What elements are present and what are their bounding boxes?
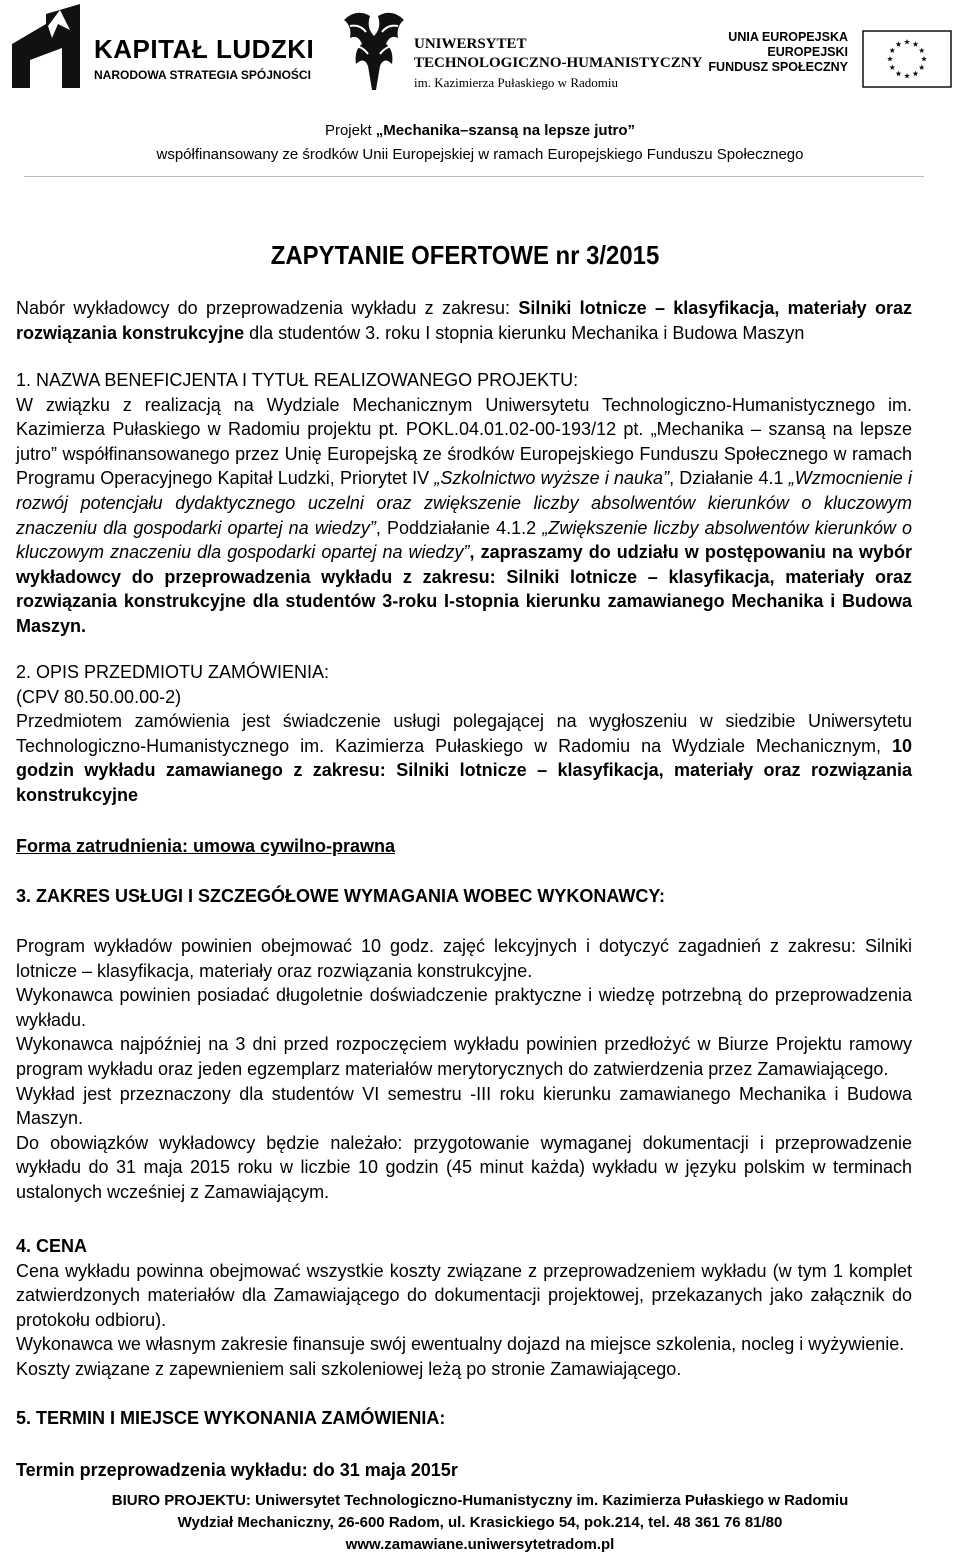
section-1-measure: „Wzmocnienie i rozwój potencjału dydaktycznego uczelni oraz zwiększenie liczby absolwentów kierunków o kluczowym znaczeniu dla gospodarki opartej na wiedzy” [16,468,912,538]
university-name-line1: UNIWERSYTET [414,36,527,52]
section-1-heading: 1. NAZWA BENEFICJENTA I TYTUŁ REALIZOWANEGO PROJEKTU: [16,370,579,390]
intro-paragraph [16,296,912,345]
footer-office: BIURO PROJEKTU: Uniwersytet Technologiczno-Humanistyczny im. Kazimierza Pułaskiego w Radomiu [111,1492,849,1509]
header-divider [24,176,924,177]
section-2-body [16,709,912,807]
section-1-priority: „Szkolnictwo wyższe i nauka” [434,468,670,489]
section-4 [16,1234,912,1382]
eu-line2: EUROPEJSKI [767,45,848,59]
section-5-term: Termin przeprowadzenia wykładu: do 31 maja 2015r [16,1460,458,1480]
employment-form [16,834,912,859]
section-2-subject: 10 godzin wykładu zamawianego z zakresu: Silniki lotnicze – klasyfikacja, materiały oraz rozwiązania konstrukcyjne [16,735,912,805]
section-1-body [16,393,912,639]
section-4-para-2: Wykonawca we własnym zakresie finansuje swój ewentualny dojazd na miejsce szkolenia, nocleg i wyżywienie. [16,1334,905,1355]
section-1-submeasure: „Zwiększenie liczby absolwentów kierunków o kluczowym znaczeniu dla gospodarki opartej na wiedzy” [16,517,912,563]
section-1 [16,368,912,639]
university-logo [336,6,703,92]
section-4-para-1: Cena wykładu powinna obejmować wszystkie koszty związane z przeprowadzeniem wykładu (w tym 1 komplet zatwierdzonych materiałów dla Zamawiającego do dokumentacji projektowej, przekazanych jako załącznik do protokołu odbioru). [16,1260,912,1330]
section-1-text-2: , Działanie 4.1 [669,468,784,489]
section-3-heading: 3. ZAKRES USŁUGI I SZCZEGÓŁOWE WYMAGANIA WOBEC WYKONAWCY: [16,886,665,906]
section-3-body [16,934,912,1205]
section-1-invitation: , zapraszamy do udziału w postępowaniu na wybór wykładowcy do przeprowadzenia wykładu z zakresu: Silniki lotnicze – klasyfikacja, materiały oraz rozwiązania konstrukcyjne dla studentów 3-roku I-stopnia kierunku zamawianego Mechanika i Budowa Maszyn. [16,542,912,636]
section-5-heading: 5. TERMIN I MIEJSCE WYKONANIA ZAMÓWIENIA: [16,1408,446,1428]
project-cofinance: współfinansowany ze środków Unii Europejskiej w ramach Europejskiego Funduszu Społecznego [156,146,804,163]
section-1-text-3: , Poddziałanie 4.1.2 [375,517,537,538]
intro-subject: Silniki lotnicze – klasyfikacja, materiały oraz rozwiązania konstrukcyjne [16,298,912,343]
section-2-cpv: (CPV 80.50.00.00-2) [16,686,182,707]
kapital-ludzki-subtitle: NARODOWA STRATEGIA SPÓJNOŚCI [94,68,311,82]
section-2 [16,660,912,808]
university-name-line2: TECHNOLOGICZNO-HUMANISTYCZNY [414,55,703,71]
document-title: ZAPYTANIE OFERTOWE nr 3/2015 [270,240,660,270]
employment-form-text: Forma zatrudnienia: umowa cywilno-prawna [16,836,396,856]
section-1-text-1: W związku z realizacją na Wydziale Mechanicznym Uniwersytetu Technologiczno-Humanistycznego im. Kazimierza Pułaskiego w Radomiu projektu pt. POKL.04.01.02-00-193/12 pt. „Mechanika – szansą na lepsze jutro” współfinansowanego przez Unię Europejską ze środków Europejskiego Funduszu Społecznego w ramach Programu Operacyjnego Kapitał Ludzki, Priorytet IV [16,394,912,489]
section-4-para-3: Koszty związane z zapewnieniem sali szkoleniowej leżą po stronie Zamawiającego. [16,1358,682,1379]
section-3-para-1: Program wykładów powinien obejmować 10 godz. zajęć lekcyjnych i dotyczyć zagadnień z zakresu: Silniki lotnicze – klasyfikacja, materiały oraz rozwiązania konstrukcyjne. [16,936,912,981]
eu-line3: FUNDUSZ SPOŁECZNY [708,60,848,74]
kapital-ludzki-emblem-icon [8,4,84,88]
section-2-text-1: Przedmiotem zamówienia jest świadczenie usługi polegającej na wygłoszeniu w siedzibie Uniwersytetu Technologiczno-Humanistycznego im. Kazimierza Pułaskiego w Radomiu na Wydziale Mechanicznym, [16,711,912,756]
section-3-para-3: Wykonawca najpóźniej na 3 dni przed rozpoczęciem wykładu powinien przedłożyć w Biurze Projektu ramowy program wykładu oraz jeden egzemplarz materiałów merytorycznych do zatwierdzenia przez Zamawiającego. [16,1034,912,1079]
kapital-ludzki-logo [8,4,315,88]
section-3-para-2: Wykonawca powinien posiadać długoletnie doświadczenie praktyczne i wiedzę potrzebną do przeprowadzenia wykładu. [16,985,912,1030]
footer-website: www.zamawiane.uniwersytetradom.pl [345,1536,615,1553]
eu-flag-icon [862,30,952,88]
project-name-line [0,122,960,139]
eagle-emblem-icon [336,6,412,92]
eu-logo [708,30,952,90]
eu-line1: UNIA EUROPEJSKA [728,30,848,44]
section-3-para-5: Do obowiązków wykładowcy będzie należało: przygotowanie wymaganej dokumentacji i przeprowadzenie wykładu do 31 maja 2015 roku w liczbie 10 godzin (45 minut każda) wykładu w języku polskim w terminach ustalonych wcześniej z Zamawiającym. [16,1132,912,1202]
project-prefix: Projekt [324,122,372,139]
university-name-line3: im. Kazimierza Pułaskiego w Radomiu [414,75,618,90]
section-3-para-4: Wykład jest przeznaczony dla studentów VI semestru -III roku kierunku zamawianego Mechanika i Budowa Maszyn. [16,1083,912,1129]
intro-text-2: dla studentów 3. roku I stopnia kierunku Mechanika i Budowa Maszyn [249,322,805,343]
project-name: „Mechanika–szansą na lepsze jutro” [375,122,636,139]
footer-address: Wydział Mechaniczny, 26-600 Radom, ul. Krasickiego 54, pok.214, tel. 48 361 76 81/80 [177,1514,783,1531]
intro-text-1: Nabór wykładowcy do przeprowadzenia wykładu z zakresu: [16,298,511,318]
header-logos [0,0,960,100]
section-4-heading: 4. CENA [16,1236,88,1256]
eu-text [708,30,848,75]
kapital-ludzki-title: KAPITAŁ LUDZKI [94,34,315,64]
section-2-heading: 2. OPIS PRZEDMIOTU ZAMÓWIENIA: [16,662,330,682]
